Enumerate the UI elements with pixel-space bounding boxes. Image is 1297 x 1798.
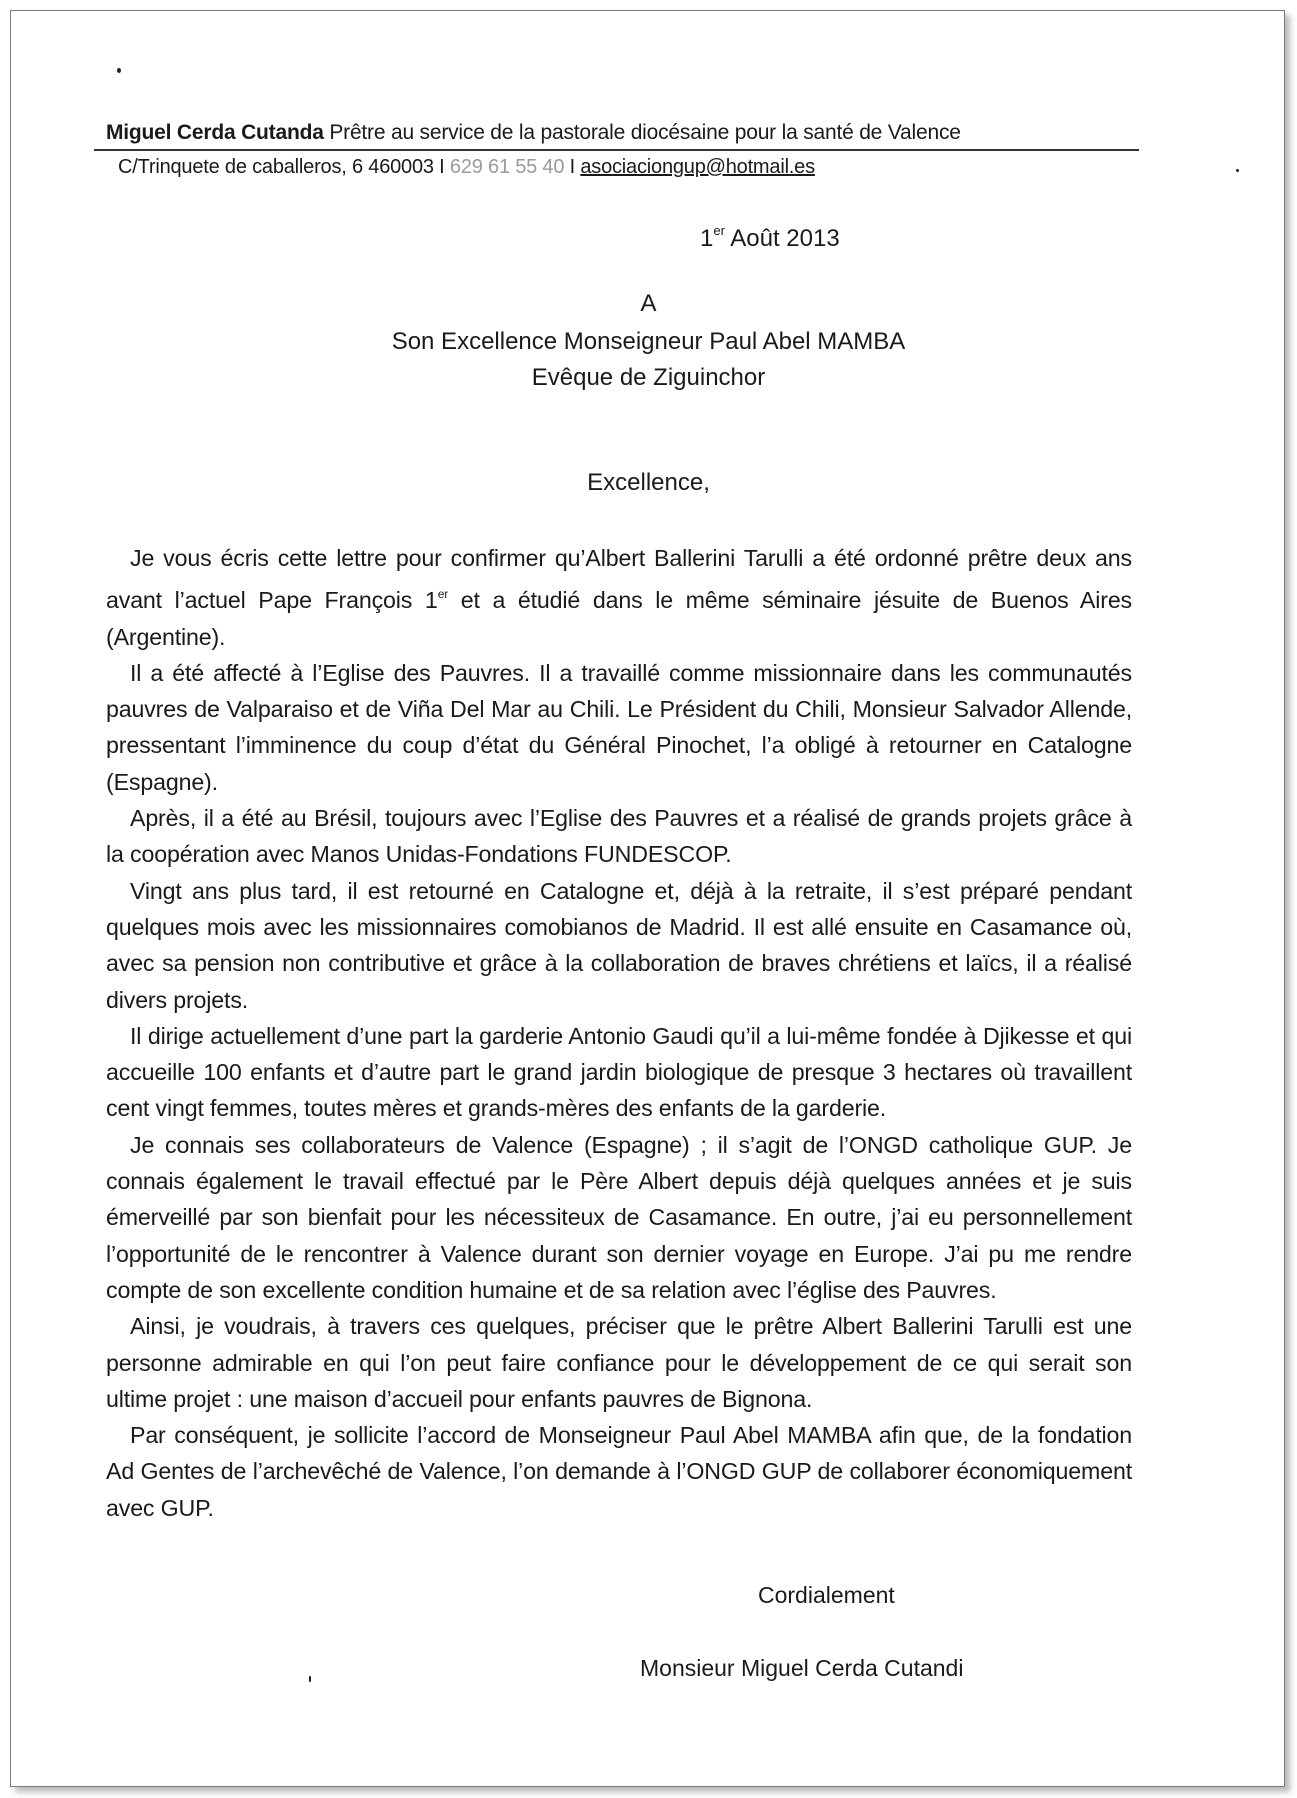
contact-line [118, 156, 815, 179]
paragraph-8: Par conséquent, je sollicite l’accord de Monseigneur Paul Abel MAMBA afin que, de la fondation Ad Gentes de l’archevêché de Valence, l’on demande à l’ONGD GUP de collaborer économiquement avec GUP. [106, 1422, 1132, 1521]
sender-address: C/Trinquete de caballeros, 6 460003 [118, 156, 434, 178]
scan-speck [309, 1676, 311, 1682]
recipient-prefix: A [640, 290, 657, 317]
sender-phone: 629 61 55 40 [449, 156, 565, 178]
salutation: Excellence, [587, 469, 710, 496]
date-day: 1 [700, 225, 714, 252]
paragraph-1-text-cont: et a étudié dans le même séminaire jésuite de Buenos Aires (Argentine). [106, 587, 1133, 650]
ordinal-suffix: er [437, 587, 449, 602]
recipient-title: Evêque de Ziguinchor [531, 364, 766, 391]
letter-date [700, 223, 840, 253]
paragraph-7: Ainsi, je voudrais, à travers ces quelques, préciser que le prêtre Albert Ballerini Tarulli est une personne admirable en qui l’on peut faire confiance pour le développement de ce qui serait son ultime projet : une maison d’accueil pour enfants pauvres de Bignona. [106, 1313, 1132, 1412]
date-month-year: Août 2013 [730, 225, 840, 252]
paragraph-1-text: Je vous écris cette lettre pour confirmer qu’Albert Ballerini Tarulli a été ordonné prêtre deux ans avant l’actuel Pape François 1 [106, 545, 1132, 614]
separator: I [439, 156, 445, 178]
signature: Monsieur Miguel Cerda Cutandi [640, 1655, 964, 1681]
letterhead-divider [94, 149, 1139, 151]
date-suffix: er [713, 223, 725, 238]
paragraph-5: Il dirige actuellement d’une part la garderie Antonio Gaudi qu’il a lui-même fondée à Djikesse et qui accueille 100 enfants et d’autre part le grand jardin biologique de presque 3 hectares où travaillent cent vingt femmes, toutes mères et grands-mères des enfants de la garderie. [106, 1022, 1132, 1122]
paragraph-1 [106, 540, 1132, 655]
recipient-name: Son Excellence Monseigneur Paul Abel MAMBA [391, 328, 906, 355]
sender-email-link[interactable]: asociaciongup@hotmail.es [580, 156, 815, 178]
separator: I [569, 156, 575, 178]
sender-role: Prêtre au service de la pastorale diocésaine pour la santé de Valence [329, 121, 961, 144]
letterhead-line [106, 121, 961, 145]
paragraph-2: Il a été affecté à l’Eglise des Pauvres. Il a travaillé comme missionnaire dans les communautés pauvres de Valparaiso et de Viña Del Mar au Chili. Le Président du Chili, Monsieur Salvador Allende, pressentant l’imminence du coup d’état du Général Pinochet, l’a obligé à retourner en Catalogne (Espagne). [106, 659, 1132, 795]
sender-name: Miguel Cerda Cutanda [106, 121, 324, 144]
paragraph-6: Je connais ses collaborateurs de Valence (Espagne) ; il s’agit de l’ONGD catholique GUP. Je connais également le travail effectué par le Père Albert depuis déjà quelques années et je suis émerveillé par son bienfait pour les nécessiteux de Casamance. En outre, j’ai eu personnellement l’opportunité de le rencontrer à Valence durant son dernier voyage en Europe. J’ai pu me rendre compte de son excellente condition humaine et de sa relation avec l’église des Pauvres. [106, 1131, 1132, 1303]
paragraph-3: Après, il a été au Brésil, toujours avec l’Eglise des Pauvres et a réalisé de grands projets grâce à la coopération avec Manos Unidas-Fondations FUNDESCOP. [106, 805, 1132, 868]
scan-speck [117, 68, 121, 73]
letter-body [106, 540, 1132, 1526]
scan-speck [1236, 169, 1239, 172]
closing: Cordialement [758, 1582, 895, 1608]
paragraph-4: Vingt ans plus tard, il est retourné en Catalogne et, déjà à la retraite, il s’est préparé pendant quelques mois avec les missionnaires comobianos de Madrid. Il est allé ensuite en Casamance où, avec sa pension non contributive et grâce à la collaboration de braves chrétiens et laïcs, il a réalisé divers projets. [106, 877, 1132, 1013]
